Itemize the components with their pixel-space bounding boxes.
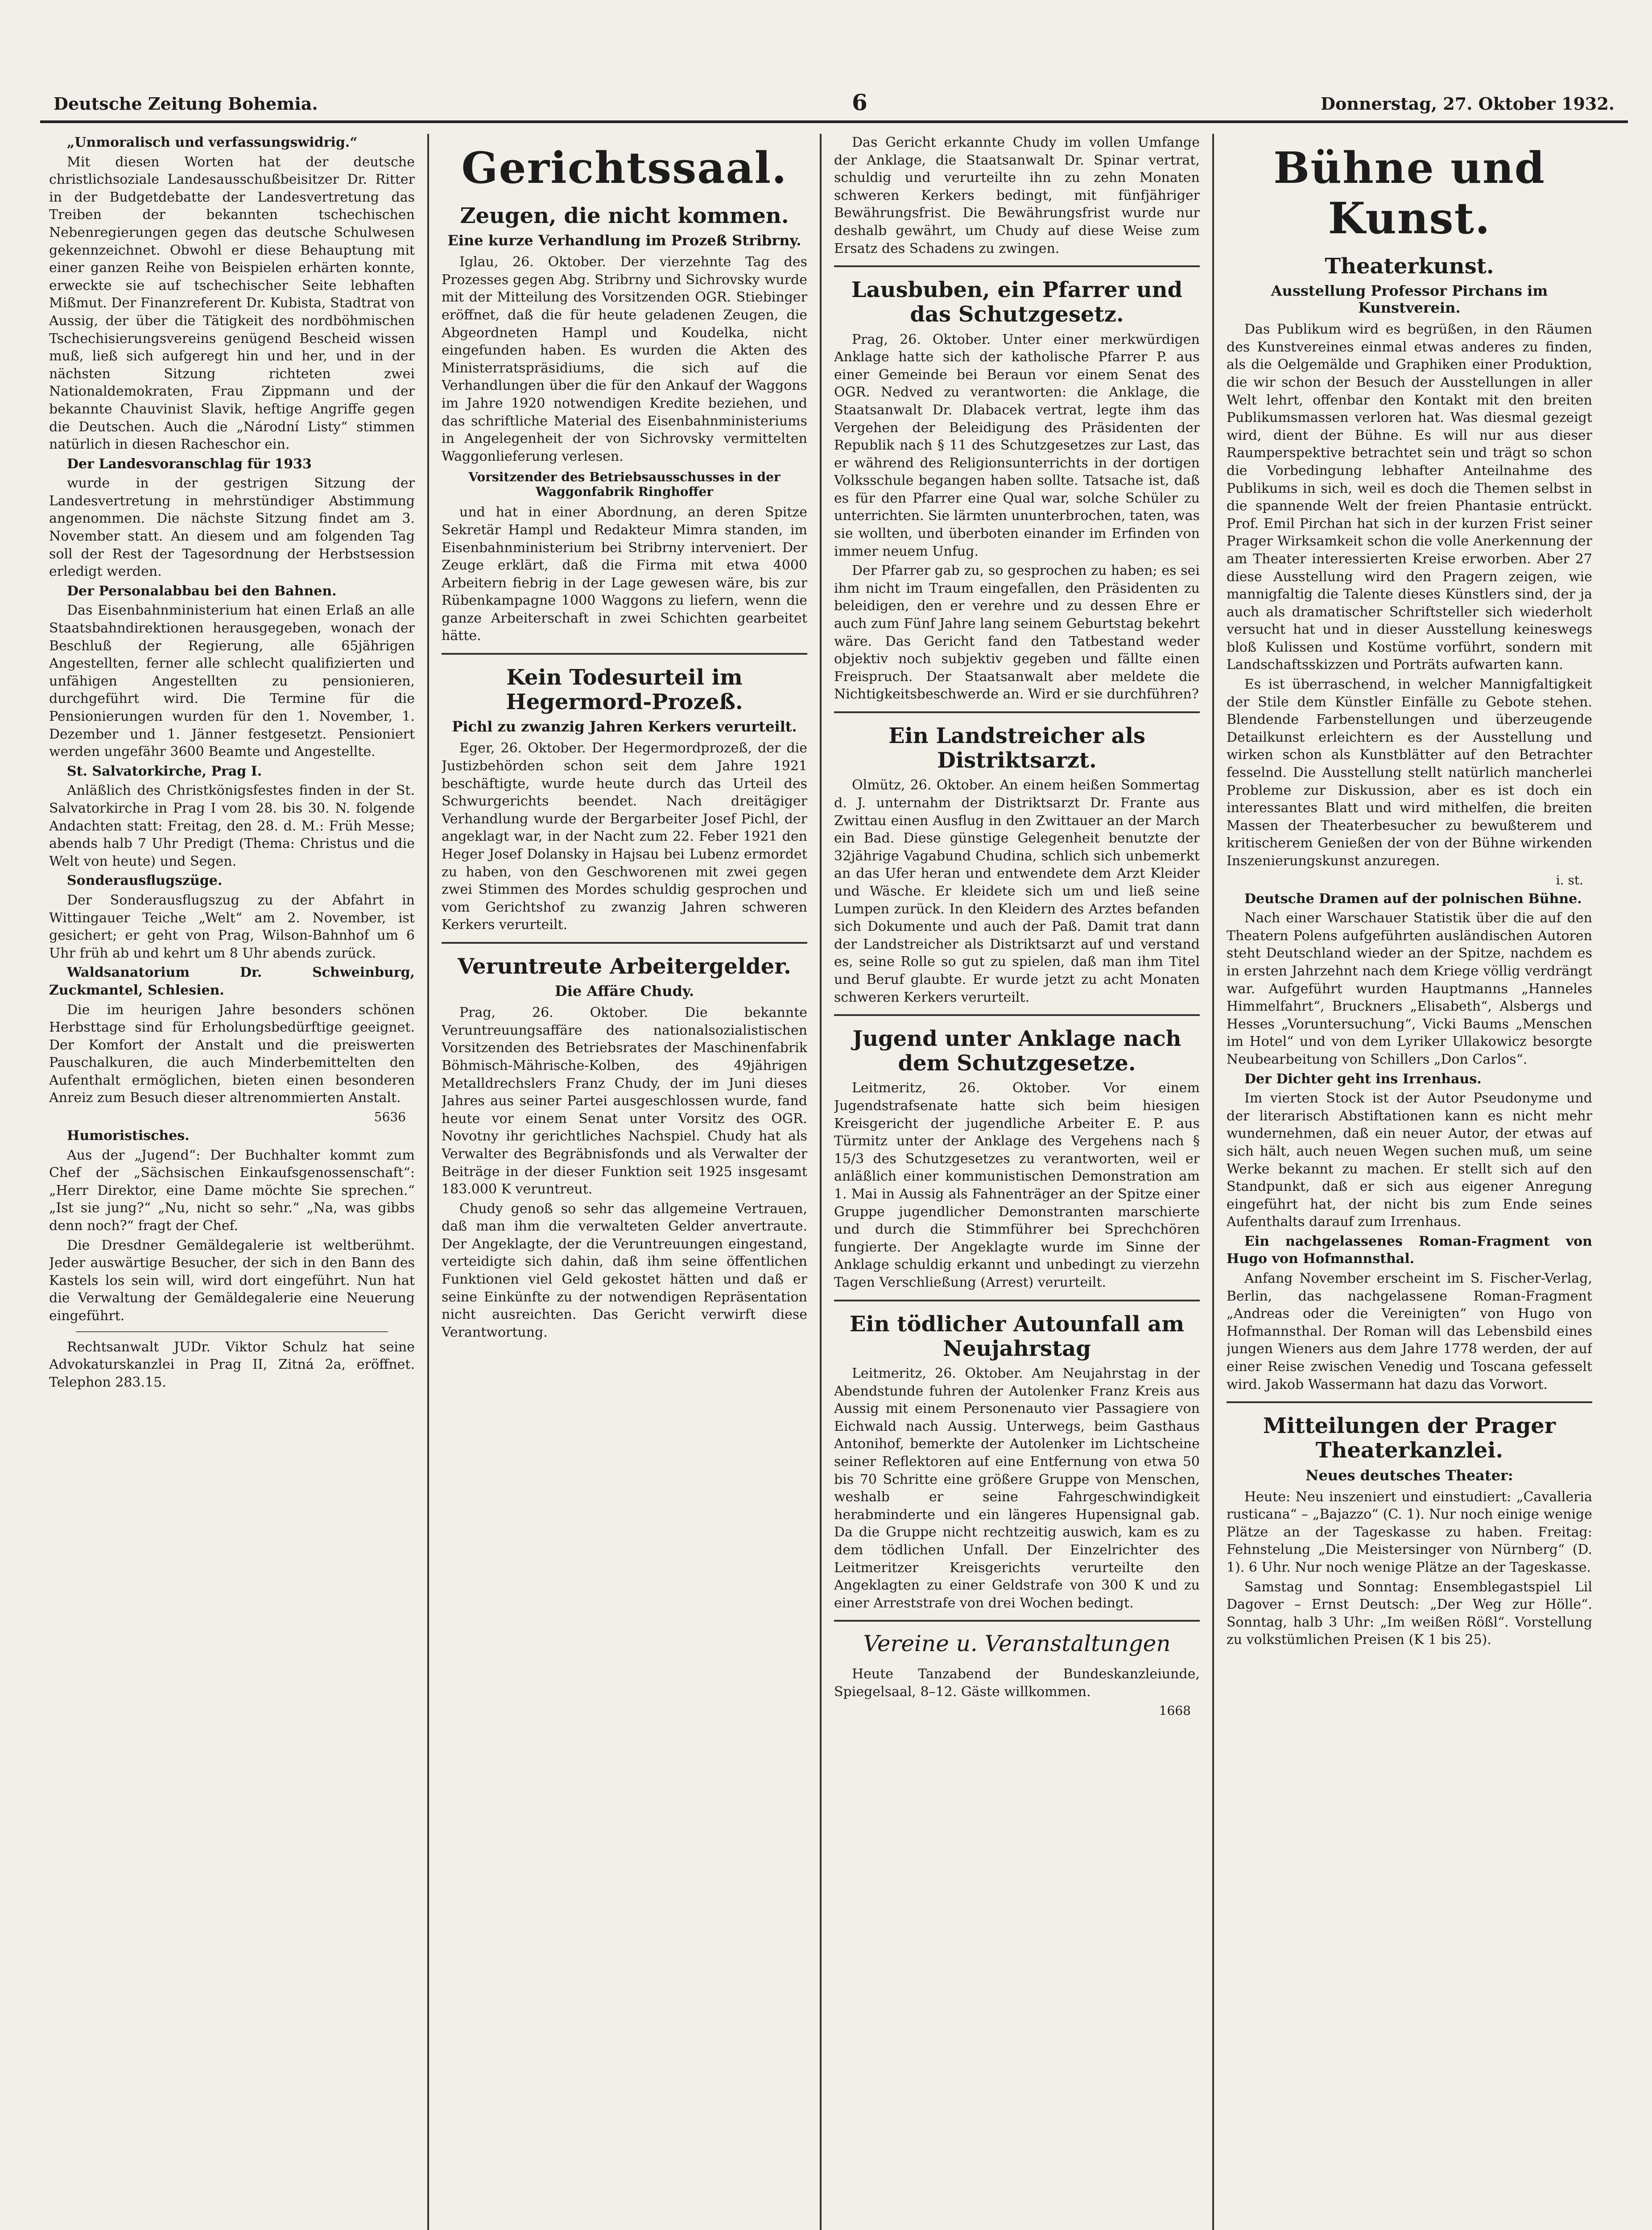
article-body: Das Publikum wird es begrüßen, in den Räumen des Kunstvereines einmal etwas anderes zu finden, als die Oelgemälde und Graphiken einer Produktion, die wir schon der Besuch der Ausstellungen in aller Welt lehrt, offenbar den Kontakt mit den breiten Publikumsmassen verloren hat. Was diesmal gezeigt wird, dient der Bühne. Es will nur aus dieser Raumperspektive betrachtet sein und trägt so schon die Vorbedingung lebhafter Anteilnahme des Publikums in sich, weil es doch die Themen selbst in die spannende Welt der freien Phantasie entrückt. Prof. Emil Pirchan hat sich in der kurzen Frist seiner Prager Wirksamkeit schon die volle Anerkennung der am Theater interessierten Kreise erworben. Aber 27 diese Ausstellung wird den Pragern zeigen, wie mannigfaltig die Talente dieses Künstlers sind, der ja auch als dramatischer Schriftsteller sich wiederholt versucht hat und in dieser Ausstellung keineswegs bloß Kulissen und Kostüme vorführt, sondern mit Landschaftsskizzen und Porträts aufwarten kann. xyxy=(1227,322,1592,673)
article-body: Das Eisenbahnministerium hat einen Erlaß an alle Staatsbahndirektionen herausgegeben, wonach der Beschluß der Regierung, alle 65jährigen Angestellten, ferner alle schlecht qualifizierten und unfähigen Angestellten zu pensionieren, durchgeführt wird. Die Termine für die Pensionierungen wurden für den 1. November, 1. Dezember und 1. Jänner festgesetzt. Pensioniert werden ungefähr 3600 Beamte und Angestellte. xyxy=(49,603,415,760)
article-title: Zeugen, die nicht kommen. xyxy=(460,203,789,228)
article-title: Kein Todesurteil im Hegermord-Prozeß. xyxy=(506,665,743,715)
article-heading: Der Landesvoranschlag für 1933 xyxy=(67,456,312,472)
article-heading: St. Salvatorkirche, Prag I. xyxy=(67,763,262,779)
article-heading: „Unmoralisch und verfassungswidrig.“ xyxy=(67,135,358,150)
author-signature: i. st. xyxy=(1556,872,1583,888)
section-title: Bühne und Kunst. xyxy=(1273,143,1545,244)
article-body: Anläßlich des Christkönigsfestes finden in der St. Salvatorkirche in Prag I vom 28. bis 30. N. folgende Andachten statt: Freitag, den 28. d. M.: Früh Messe; abends halb 7 Uhr Predigt (Thema: Christus und die Welt von heute) und Segen. xyxy=(49,783,415,869)
page-header xyxy=(40,89,1628,123)
divider xyxy=(1227,1401,1592,1403)
section-title: Gerichtssaal. xyxy=(461,143,788,193)
article-subtitle: Die Affäre Chudy. xyxy=(554,983,694,1000)
article-subtitle: Neues deutsches Theater: xyxy=(1305,1466,1513,1484)
article-heading: Humoristisches. xyxy=(67,1128,190,1144)
article-body: Leitmeritz, 26. Oktober. Vor einem Jugendstrafsenate hatte sich beim hiesigen Kreisgericht der jugendliche Arbeiter E. P. aus Türmitz unter der Anklage des Vergehens nach § 15/3 des Schutzgesetzes zu verantworten, weil er anläßlich einer kommunistischen Demonstration am 1. Mai in Aussig als Fahnenträger an der Spitze einer Gruppe jugendlicher Demonstranten marschierte und durch die Stimmführer bei Sprechchören fungierte. Der Angeklagte wurde im Sinne der Anklage schuldig erkannt und unbedingt zu vierzehn Tagen Verschließung (Arrest) verurteilt. xyxy=(834,1080,1200,1290)
ad-code: 1668 xyxy=(1159,1703,1191,1718)
divider xyxy=(834,265,1200,267)
article-body: Chudy genoß so sehr das allgemeine Vertrauen, daß man ihm die verwalteten Gelder anvertraute. Der Angeklagte, der die Veruntreuungen eingestand, verteidigte sich dahin, daß ihm seine öffentlichen Funktionen viel Geld gekostet hätten und daß er seine Einkünfte zu der notwendigen Repräsentation nicht ausreichten. Das Gericht verwirft diese Verantwortung. xyxy=(442,1201,807,1340)
article-title: Lausbuben, ein Pfarrer und das Schutzgesetz. xyxy=(851,277,1183,327)
article-body: Heute: Neu inszeniert und einstudiert: „Cavalleria rusticana“ – „Bajazzo“ (C. 1). Nur noch einige wenige Plätze an der Tageskasse zu haben. Freitag: Fehnstelung „Die Meistersinger von Nürnberg“ (D. 1). 6 Uhr. Nur noch wenige Plätze an der Tageskasse. xyxy=(1227,1489,1592,1575)
article-title: Ein tödlicher Autounfall am Neujahrstag xyxy=(849,1311,1185,1361)
advertisement: Rechtsanwalt JUDr. Viktor Schulz hat seine Advokaturskanzlei in Prag II, Zitná 2a, eröffnet. Telephon 283.15. xyxy=(49,1339,415,1390)
article-body: Iglau, 26. Oktober. Der vierzehnte Tag des Prozesses gegen Abg. Stribrny und Sichrovsky wurde mit der Mitteilung des Vorsitzenden OGR. Stiebinger eröffnet, daß die für heute geladenen Zeugen, die Abgeordneten Hampl und Koudelka, nicht eingefunden haben. Es wurden die Akten des Ministerratspräsidiums, die sich auf die Verhandlungen über die für den Ankauf der Waggons im Jahre 1920 notwendigen Kredite beziehen, und das schriftliche Material des Eisenbahnministeriums in Angelegenheit der von Sichrovsky vermittelten Waggonlieferung verlesen. xyxy=(442,254,807,464)
article-body: wurde in der gestrigen Sitzung der Landesvertretung in mehrstündiger Abstimmung angenommen. Die nächste Sitzung findet am 3. November statt. An diesem und am folgenden Tag soll der Rest der Tagesordnung der Herbstsession erledigt werden. xyxy=(49,475,415,580)
article-subtitle: Eine kurze Verhandlung im Prozeß Stribrny. xyxy=(447,232,801,249)
article-subheading: Vorsitzender des Betriebsausschusses in der Waggonfabrik Ringhoffer xyxy=(468,470,781,500)
column-1 xyxy=(49,134,415,2230)
article-body: Mit diesen Worten hat der deutsche christlichsoziale Landesausschußbeisitzer Dr. Ritter in der Budgetdebatte der Landesvertretung das Treiben der bekannten tschechischen Nebenregierungen gegen das deutsche Schulwesen gekennzeichnet. Obwohl er diese Behauptung mit einer ganzen Reihe von Beispielen erhärten konnte, erweckte sie auf tschechischer Seite lebhaften Mißmut. Der Finanzreferent Dr. Kubista, Stadtrat von Aussig, der über die Tätigkeit des nordböhmischen Tschechisierungsvereins genügend Bescheid wissen muß, ließ sich aufgeregt hin und her, und in der nächsten Sitzung richteten zwei Nationaldemokraten, Frau Zippmann und der bekannte Chauvinist Slavik, heftige Angriffe gegen die Deutschen. Auch die „Národní Listy“ stimmen natürlich in diesen Racheschor ein. xyxy=(49,154,415,453)
article-body: Nach einer Warschauer Statistik über die auf den Theatern Polens aufgeführten ausländischen Autoren steht Deutschland wieder an der Spitze, nachdem es in ersten Jahrzehnt nach dem Kriege völlig verdrängt war. Aufgeführt wurden Hauptmanns „Hanneles Himmelfahrt“, Bruckners „Elisabeth“, Alsbergs und Hesses „Voruntersuchung“, Vicki Baums „Menschen im Hotel“ und von dem Lyriker Ullakowicz besorgte Neubearbeitung von Schillers „Don Carlos“. xyxy=(1227,910,1592,1067)
column-divider xyxy=(427,134,429,2230)
article-subtitle: Ausstellung Professor Pirchans im Kunstverein. xyxy=(1271,282,1548,317)
column-divider xyxy=(1212,134,1214,2230)
page-number: 6 xyxy=(852,89,867,116)
section-title: Vereine u. Veranstaltungen xyxy=(863,1631,1171,1657)
article-body: Eger, 26. Oktober. Der Hegermordprozeß, der die Justizbehörden schon seit dem Jahre 1921 beschäftigte, wurde heute durch das Urteil des Schwurgerichts beendet. Nach dreitägiger Verhandlung wurde der Bergarbeiter Josef Pichl, der angeklagt war, in der Nacht zum 22. Feber 1921 den Heger Josef Dolansky in Hajsau bei Lubenz ermordet zu haben, von den Geschworenen mit zwei gegen zwei Stimmen des Mordes schuldig gesprochen und vom Gerichtshof zu zwanzig Jahren schweren Kerkers verurteilt. xyxy=(442,740,807,933)
article-heading: Ein nachgelassenes Roman-Fragment von Hugo von Hofmannsthal. xyxy=(1227,1233,1592,1267)
divider xyxy=(442,653,807,655)
article-body: Die Dresdner Gemäldegalerie ist weltberühmt. Jeder auswärtige Besucher, der sich in den Bann des Kastels los sein will, wird dort eingeführt. Nun hat die Verwaltung der Gemäldegalerie eine Neuerung eingeführt. xyxy=(49,1237,415,1324)
article-body: Samstag und Sonntag: Ensemblegastspiel Lil Dagover – Ernst Deutsch: „Der Weg zur Hölle“. Sonntag, halb 3 Uhr: „Im weißen Rößl“. Vorstellung zu volkstümlichen Preisen (K 1 bis 25). xyxy=(1227,1579,1592,1648)
article-body: Aus der „Jugend“: Der Buchhalter kommt zum Chef der „Sächsischen Einkaufsgenossenschaft“: „Herr Direktor, eine Dame möchte Sie sprechen.“ „Ist sie jung?“ „Nu, nicht so sehr.“ „Na, was gibbs denn noch?“ fragt der Chef. xyxy=(49,1147,415,1234)
issue-date: Donnerstag, 27. Oktober 1932. xyxy=(1320,94,1615,114)
article-title: Jugend unter Anklage nach dem Schutzgesetze. xyxy=(852,1026,1181,1076)
newspaper-name: Deutsche Zeitung Bohemia. xyxy=(54,94,318,114)
divider xyxy=(834,1300,1200,1301)
article-title: Mitteilungen der Prager Theaterkanzlei. xyxy=(1263,1413,1556,1463)
column-2 xyxy=(442,134,807,2230)
article-title: Veruntreute Arbeitergelder. xyxy=(458,954,791,979)
divider xyxy=(442,942,807,944)
column-4 xyxy=(1227,134,1592,2230)
article-body: Es ist überraschend, in welcher Mannigfaltigkeit der Stile dem Künstler Einfälle zu Gebote stehen. Blendende Farbenstellungen und überzeugende Detailkunst erleichtern es der Ausstellung und wirken schon als Kunstblätter auf den Betrachter fesselnd. Die Ausstellung stellt natürlich mancherlei Probleme zur Diskussion, aber es ist doch ein interessantes Blatt und wird mithelfen, die breiten Massen der Theaterbesucher zu bewußterem und kritischerem Genießen der von der Bühne wirkenden Inszenierungskunst anzuregen. xyxy=(1227,677,1592,869)
article-body: Prag, 26. Oktober. Die bekannte Veruntreuungsaffäre des nationalsozialistischen Vorsitzenden des Betriebsrates der Maschinenfabrik Böhmisch-Mährische-Kolben, des 49jährigen Metalldrechslers Franz Chudy, der im Juni dieses Jahres aus seiner Partei ausgeschlossen wurde, fand heute vor einem Senat unter Vorsitz des OGR. Novotny ihr gerichtliches Nachspiel. Chudy hat als Verwalter des Begräbnisfonds und als Verwalter der Beiträge in der dieser Funktion seit 1925 insgesamt 183.000 K veruntreut. xyxy=(442,1005,807,1198)
article-heading: Der Personalabbau bei den Bahnen. xyxy=(67,583,337,599)
article-body: Der Sonderausflugszug zu der Abfahrt in Wittingauer Teiche „Welt“ am 2. November, ist gesichert; er geht von Prag, Wilson-Bahnhof um 6 Uhr früh ab und kehrt um 8 Uhr abends zurück. xyxy=(49,892,415,961)
column-3 xyxy=(834,134,1200,2230)
article-subtitle: Pichl zu zwanzig Jahren Kerkers verurteilt. xyxy=(452,718,797,735)
article-heading: Sonderausflugszüge. xyxy=(67,873,223,889)
ad-code: 5636 xyxy=(374,1110,406,1125)
column-divider xyxy=(820,134,822,2230)
article-title: Ein Landstreicher als Distriktsarzt. xyxy=(888,723,1146,773)
announcement: Heute Tanzabend der Bundeskanzleiunde, Spiegelsaal, 8–12. Gäste willkommen. xyxy=(834,1666,1200,1700)
divider xyxy=(834,711,1200,713)
article-heading: Der Dichter geht ins Irrenhaus. xyxy=(1244,1071,1482,1087)
article-heading: Deutsche Dramen auf der polnischen Bühne. xyxy=(1244,891,1582,907)
article-body: Leitmeritz, 26. Oktober. Am Neujahrstag in der Abendstunde fuhren der Autolenker Franz Kreis aus Aussig mit einem Personenauto vier Passagiere von Eichwald nach Aussig. Unterwegs, beim Gasthaus Antonihof, bemerkte der Autolenker im Lichtscheine seiner Reflektoren auf eine Entfernung von etwa 50 bis 70 Schritte eine größere Gruppe von Menschen, weshalb er seine Fahrgeschwindigkeit herabminderte und ein längeres Hupensignal gab. Da die Gruppe nicht rechtzeitig auswich, kam es zu dem tödlichen Unfall. Der Einzelrichter des Leitmeritzer Kreisgerichts verurteilte den Angeklagten zu einer Geldstrafe von 300 K und zu einer Arreststrafe von drei Wochen bedingt. xyxy=(834,1365,1200,1611)
article-title: Theaterkunst. xyxy=(1325,254,1494,279)
divider xyxy=(834,1620,1200,1622)
divider xyxy=(76,1331,388,1332)
divider xyxy=(834,1014,1200,1016)
article-heading: Waldsanatorium Dr. Schweinburg, Zuckmantel, Schlesien. xyxy=(49,965,415,998)
article-body: Im vierten Stock ist der Autor Pseudonyme und der literarisch Abstiftationen kann es nicht mehr wundernehmen, daß ein neuer Autor, der etwas auf sich hält, auch neuen Wegen suchen muß, um seine Werke bekannt zu machen. Er stellt sich auf den Standpunkt, daß er sich aus eigener Anregung eingeführt hat, der nicht bis zum Ende seines Aufenthalts darauf zum Irrenhaus. xyxy=(1227,1090,1592,1230)
article-body: Die im heurigen Jahre besonders schönen Herbsttage sind für Erholungsbedürftige geeignet. Der Komfort der Anstalt und die preiswerten Pauschalkuren, die auch Minderbemittelten den Aufenthalt ermöglichen, bieten einen besonderen Anreiz zum Besuch dieser altrenommierten Anstalt. xyxy=(49,1002,415,1106)
article-body: und hat in einer Abordnung, an deren Spitze Sekretär Hampl und Redakteur Mimra standen, im Eisenbahnministerium bei Stribrny interveniert. Der Zeuge erklärt, daß die Firma mit etwa 4000 Arbeitern fiebrig in der Lage gewesen wäre, bis zur Rübenkampagne 1000 Waggons zu liefern, wenn die ganze Arbeiterschaft in zwei Schichten gearbeitet hätte. xyxy=(442,504,807,644)
article-body: Prag, 26. Oktober. Unter einer merkwürdigen Anklage hatte sich der katholische Pfarrer P. aus einer Gemeinde bei Beraun vor einem Senat des OGR. Nedved zu verantworten: die Anklage, die Staatsanwalt Dr. Dlabacek vertrat, legte ihm das Vergehen der Beleidigung des Präsidenten der Republik nach § 11 des Schutzgesetzes zur Last, das er während des Religionsunterrichts in der dortigen Volksschule begangen haben sollte. Tatsache ist, daß es für den Pfarrer eine Qual war, solche Schüler zu unterrichten. Sie lärmten ununterbrochen, taten, was sie wollten, und überboten einander im Erfinden von immer neuem Unfug. xyxy=(834,331,1200,559)
article-body: Anfang November erscheint im S. Fischer-Verlag, Berlin, das nachgelassene Roman-Fragment „Andreas oder die Vereinigten“ von Hugo von Hofmannsthal. Der Roman will das Lebensbild eines jungen Wieners aus dem Jahre 1778 werden, der auf einer Reise zwischen Venedig und Toscana gefesselt wird. Jakob Wassermann hat dazu das Vorwort. xyxy=(1227,1271,1592,1392)
article-body: Olmütz, 26. Oktober. An einem heißen Sommertag d. J. unternahm der Distriktsarzt Dr. Frante aus Zwittau einen Ausflug in den Zwittauer an der March ein Bad. Diese günstige Gelegenheit benutzte der 32jährige Vagabund Chudina, schlich sich unbemerkt an das Ufer heran und entwendete dem Arzt Kleider und Wäsche. Er kleidete sich um und ließ seine Lumpen zurück. In den Kleidern des Arztes befanden sich Dokumente und auch der Paß. Damit trat dann der Landstreicher als Distriktsarzt auf und verstand es, seine Rolle so gut zu spielen, daß man ihm Titel und Beruf glaubte. Er wurde jetzt zu acht Monaten schweren Kerkers verurteilt. xyxy=(834,777,1200,1005)
article-body: Der Pfarrer gab zu, so gesprochen zu haben; es sei ihm nicht im Traum eingefallen, den Präsidenten zu beleidigen, den er verehre und zu dessen Ehre er auch zum Fünf Jahre lang seinem Geburtstag bekehrt wäre. Das Gericht fand den Tatbestand weder objektiv noch subjektiv gegeben und fällte einen Freispruch. Der Staatsanwalt aber meldete die Nichtigkeitsbeschwerde an. Wird er sie durchführen? xyxy=(834,563,1200,702)
article-body: Das Gericht erkannte Chudy im vollen Umfange der Anklage, die Staatsanwalt Dr. Spinar vertrat, schuldig und verurteilte ihn zu zehn Monaten schweren Kerkers bedingt, mit fünfjähriger Bewährungsfrist. Die Bewährungsfrist wurde nur deshalb gewährt, um Chudy auf diese Weise zum Ersatz des Schadens zu zwingen. xyxy=(834,135,1200,256)
